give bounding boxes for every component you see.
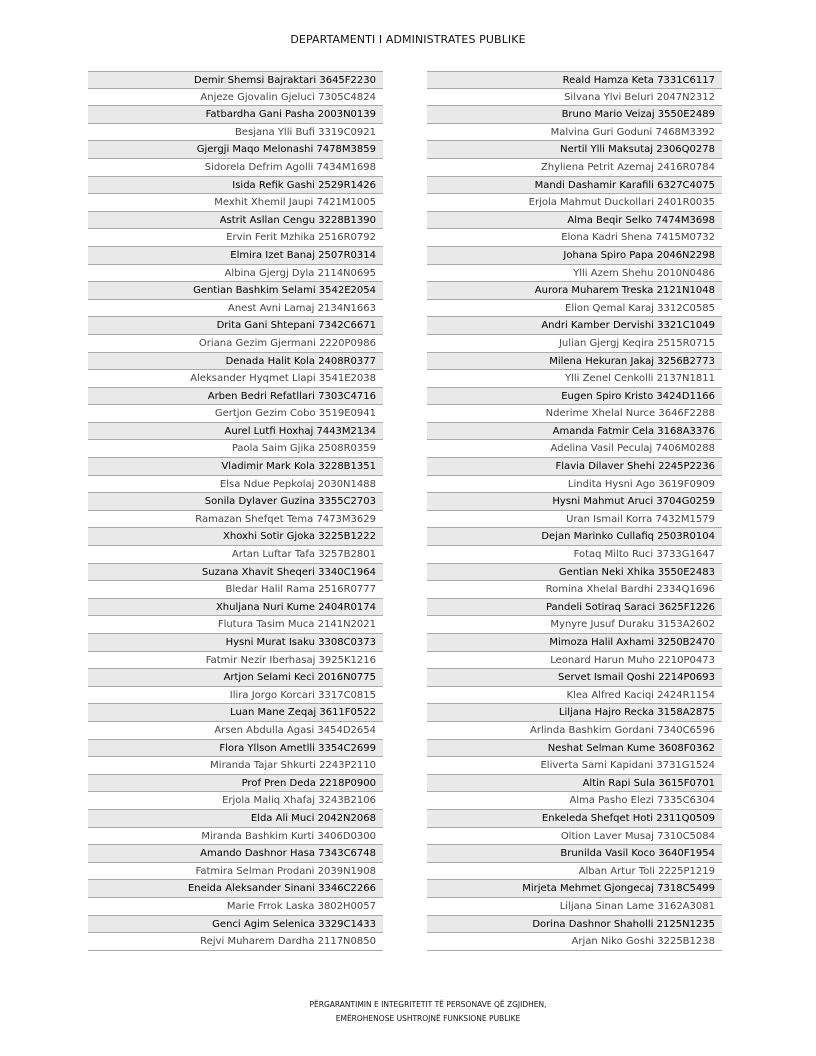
list-item: Arlinda Bashkim Gordani 7340C6596 xyxy=(427,722,722,740)
list-item: Dorina Dashnor Shaholli 2125N1235 xyxy=(427,916,722,934)
list-item: Eneida Aleksander Sinani 3346C2266 xyxy=(88,880,383,898)
list-item: Oltion Laver Musaj 7310C5084 xyxy=(427,828,722,846)
list-item: Silvana Ylvi Beluri 2047N2312 xyxy=(427,89,722,107)
list-item: Hysni Murat Isaku 3308C0373 xyxy=(88,634,383,652)
footer-line-2: EMËROHENOSE USHTROJNË FUNKSIONE PUBLIKE xyxy=(335,1014,521,1023)
list-item: Demir Shemsi Bajraktari 3645F2230 xyxy=(88,71,383,89)
list-item: Ervin Ferit Mzhika 2516R0792 xyxy=(88,229,383,247)
list-item: Elsa Ndue Pepkolaj 2030N1488 xyxy=(88,476,383,494)
list-item: Johana Spiro Papa 2046N2298 xyxy=(427,247,722,265)
list-item: Hysni Mahmut Aruci 3704G0259 xyxy=(427,493,722,511)
list-item: Elion Qemal Karaj 3312C0585 xyxy=(427,300,722,318)
list-item: Suzana Xhavit Sheqeri 3340C1964 xyxy=(88,564,383,582)
list-item: Romina Xhelal Bardhi 2334Q1696 xyxy=(427,581,722,599)
list-item: Rejvi Muharem Dardha 2117N0850 xyxy=(88,933,383,951)
list-item: Arjan Niko Goshi 3225B1238 xyxy=(427,933,722,951)
list-item: Elona Kadri Shena 7415M0732 xyxy=(427,229,722,247)
list-item: Adelina Vasil Peculaj 7406M0288 xyxy=(427,440,722,458)
list-item: Anest Avni Lamaj 2134N1663 xyxy=(88,300,383,318)
list-item: Marie Frrok Laska 3802H0057 xyxy=(88,898,383,916)
list-item: Amanda Fatmir Cela 3168A3376 xyxy=(427,423,722,441)
list-item: Fatbardha Gani Pasha 2003N0139 xyxy=(88,106,383,124)
list-item: Bledar Halil Rama 2516R0777 xyxy=(88,581,383,599)
list-item: Nderime Xhelal Nurce 3646F2288 xyxy=(427,405,722,423)
list-item: Ylli Zenel Cenkolli 2137N1811 xyxy=(427,370,722,388)
list-item: Bruno Mario Veizaj 3550E2489 xyxy=(427,106,722,124)
footer xyxy=(0,998,816,1026)
list-item: Drita Gani Shtepani 7342C6671 xyxy=(88,317,383,335)
list-item: Amando Dashnor Hasa 7343C6748 xyxy=(88,845,383,863)
list-item: Lindita Hysni Ago 3619F0909 xyxy=(427,476,722,494)
list-item: Andri Kamber Dervishi 3321C1049 xyxy=(427,317,722,335)
list-item: Artan Luftar Tafa 3257B2801 xyxy=(88,546,383,564)
list-item: Gentian Bashkim Selami 3542E2054 xyxy=(88,282,383,300)
list-item: Luan Mane Zeqaj 3611F0522 xyxy=(88,704,383,722)
list-item: Anjeze Gjovalin Gjeluci 7305C4824 xyxy=(88,89,383,107)
list-item: Ilira Jorgo Korcari 3317C0815 xyxy=(88,687,383,705)
list-item: Alma Beqir Selko 7474M3698 xyxy=(427,212,722,230)
list-item: Mirjeta Mehmet Gjongecaj 7318C5499 xyxy=(427,880,722,898)
list-item: Eliverta Sami Kapidani 3731G1524 xyxy=(427,757,722,775)
list-item: Gentian Neki Xhika 3550E2483 xyxy=(427,564,722,582)
list-item: Leonard Harun Muho 2210P0473 xyxy=(427,652,722,670)
list-item: Klea Alfred Kaciqi 2424R1154 xyxy=(427,687,722,705)
list-item: Paola Saim Gjika 2508R0359 xyxy=(88,440,383,458)
list-item: Julian Gjergj Keqira 2515R0715 xyxy=(427,335,722,353)
list-item: Fatmir Nezir Iberhasaj 3925K1216 xyxy=(88,652,383,670)
list-item: Dejan Marinko Cullafiq 2503R0104 xyxy=(427,528,722,546)
list-item: Neshat Selman Kume 3608F0362 xyxy=(427,740,722,758)
list-item: Denada Halit Kola 2408R0377 xyxy=(88,353,383,371)
list-item: Liljana Hajro Recka 3158A2875 xyxy=(427,704,722,722)
list-item: Nertil Ylli Maksutaj 2306Q0278 xyxy=(427,141,722,159)
list-item: Elmira Izet Banaj 2507R0314 xyxy=(88,247,383,265)
list-item: Mexhit Xhemil Jaupi 7421M1005 xyxy=(88,194,383,212)
list-item: Erjola Mahmut Duckollari 2401R0035 xyxy=(427,194,722,212)
list-item: Sonila Dylaver Guzina 3355C2703 xyxy=(88,493,383,511)
right-name-list xyxy=(427,71,722,951)
list-item: Miranda Tajar Shkurti 2243P2110 xyxy=(88,757,383,775)
list-item: Elda Ali Muci 2042N2068 xyxy=(88,810,383,828)
list-item: Eugen Spiro Kristo 3424D1166 xyxy=(427,388,722,406)
list-item: Malvina Guri Goduni 7468M3392 xyxy=(427,124,722,142)
list-item: Milena Hekuran Jakaj 3256B2773 xyxy=(427,353,722,371)
list-item: Aleksander Hyqmet Llapi 3541E2038 xyxy=(88,370,383,388)
list-item: Enkeleda Shefqet Hoti 2311Q0509 xyxy=(427,810,722,828)
left-name-list xyxy=(88,71,383,951)
list-item: Flavia Dilaver Shehi 2245P2236 xyxy=(427,458,722,476)
list-item: Alma Pasho Elezi 7335C6304 xyxy=(427,792,722,810)
list-item: Miranda Bashkim Kurti 3406D0300 xyxy=(88,828,383,846)
list-item: Zhyliena Petrit Azemaj 2416R0784 xyxy=(427,159,722,177)
list-item: Xhuljana Nuri Kume 2404R0174 xyxy=(88,599,383,617)
list-item: Liljana Sinan Lame 3162A3081 xyxy=(427,898,722,916)
list-item: Sidorela Defrim Agolli 7434M1698 xyxy=(88,159,383,177)
list-item: Albina Gjergj Dyla 2114N0695 xyxy=(88,265,383,283)
list-item: Fotaq Milto Ruci 3733G1647 xyxy=(427,546,722,564)
list-item: Gjergji Maqo Melonashi 7478M3859 xyxy=(88,141,383,159)
list-item: Alban Artur Toli 2225P1219 xyxy=(427,863,722,881)
list-item: Reald Hamza Keta 7331C6117 xyxy=(427,71,722,89)
list-item: Flutura Tasim Muca 2141N2021 xyxy=(88,616,383,634)
list-item: Ylli Azem Shehu 2010N0486 xyxy=(427,265,722,283)
list-item: Uran Ismail Korra 7432M1579 xyxy=(427,511,722,529)
list-item: Xhoxhi Sotir Gjoka 3225B1222 xyxy=(88,528,383,546)
list-item: Altin Rapi Sula 3615F0701 xyxy=(427,775,722,793)
list-item: Aurel Lutfi Hoxhaj 7443M2134 xyxy=(88,423,383,441)
footer-line-1: PËRGARANTIMIN E INTEGRITETIT TË PERSONAVE QË ZGJIDHEN, xyxy=(309,1000,547,1009)
list-item: Servet Ismail Qoshi 2214P0693 xyxy=(427,669,722,687)
list-item: Artjon Selami Keci 2016N0775 xyxy=(88,669,383,687)
list-item: Aurora Muharem Treska 2121N1048 xyxy=(427,282,722,300)
list-item: Arben Bedri Refatllari 7303C4716 xyxy=(88,388,383,406)
list-item: Brunilda Vasil Koco 3640F1954 xyxy=(427,845,722,863)
list-item: Flora Yllson Ametlli 3354C2699 xyxy=(88,740,383,758)
list-item: Mandi Dashamir Karafili 6327C4075 xyxy=(427,177,722,195)
list-item: Mynyre Jusuf Duraku 3153A2602 xyxy=(427,616,722,634)
list-item: Fatmira Selman Prodani 2039N1908 xyxy=(88,863,383,881)
list-item: Genci Agim Selenica 3329C1433 xyxy=(88,916,383,934)
list-item: Besjana Ylli Bufi 3319C0921 xyxy=(88,124,383,142)
list-item: Ramazan Shefqet Tema 7473M3629 xyxy=(88,511,383,529)
list-item: Erjola Maliq Xhafaj 3243B2106 xyxy=(88,792,383,810)
list-item: Oriana Gezim Gjermani 2220P0986 xyxy=(88,335,383,353)
list-item: Gertjon Gezim Cobo 3519E0941 xyxy=(88,405,383,423)
page-title: DEPARTAMENTI I ADMINISTRATES PUBLIKE xyxy=(290,33,526,46)
list-item: Astrit Asllan Cengu 3228B1390 xyxy=(88,212,383,230)
list-item: Prof Pren Deda 2218P0900 xyxy=(88,775,383,793)
list-item: Mimoza Halil Axhami 3250B2470 xyxy=(427,634,722,652)
list-item: Pandeli Sotiraq Saraci 3625F1226 xyxy=(427,599,722,617)
list-item: Isida Refik Gashi 2529R1426 xyxy=(88,177,383,195)
list-item: Vladimir Mark Kola 3228B1351 xyxy=(88,458,383,476)
list-item: Arsen Abdulla Agasi 3454D2654 xyxy=(88,722,383,740)
